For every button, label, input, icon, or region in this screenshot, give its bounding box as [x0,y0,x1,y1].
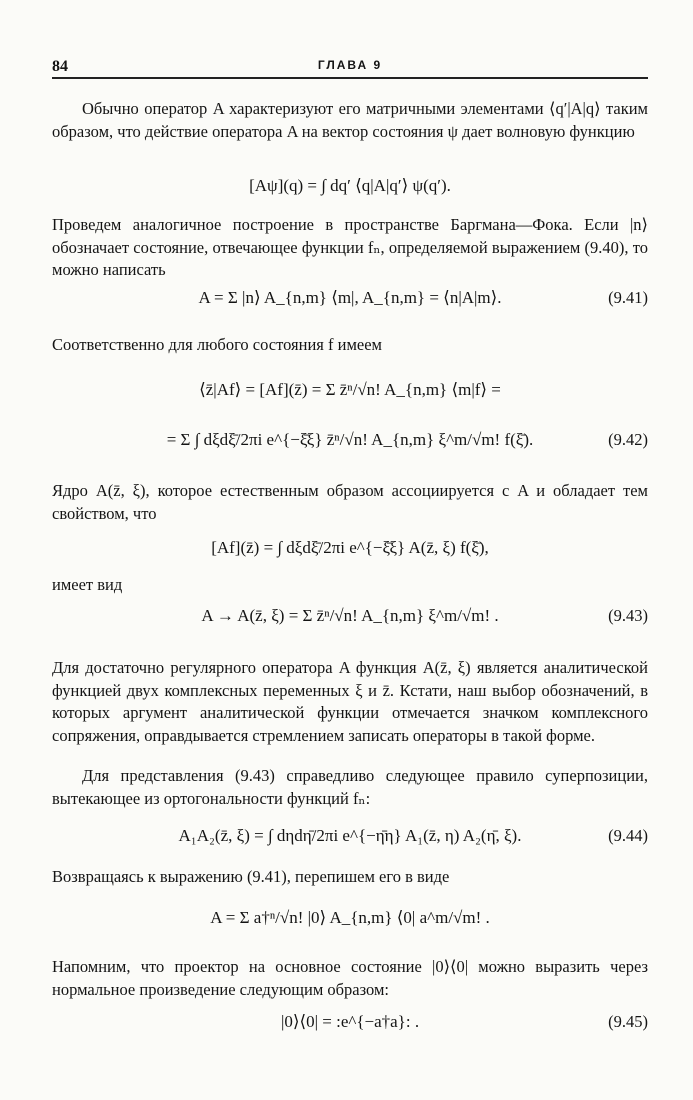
header-rule [52,77,648,79]
paragraph-1: Обычно оператор A характеризуют его матричными элементами ⟨q′|A|q⟩ таким образом, что действие оператора A на вектор состояния ψ дает волновую функцию [52,99,648,141]
equation-9-44-body: A₁A₂(z̄, ξ) = ∫ dηdη̄/2πi e^{−η̄η} A₁(z̄, η) A₂(η̄, ξ). [178,826,522,845]
equation-projector [52,894,648,944]
equation-9-42a [52,366,648,416]
equation-number: (9.41) [608,288,648,307]
equation-9-45 [52,1008,648,1042]
paragraph-5: имеет вид [52,575,123,594]
equation-kernel-body: [Af](z̄) = ∫ dξdξ̄/2πi e^{−ξ̄ξ} A(z̄, ξ) f(ξ̄), [211,538,489,557]
equation-projector-body: A = Σ a†ⁿ/√n! |0⟩ A_{n,m} ⟨0| a^m/√m! . [210,908,490,927]
equation-9-42a-body: ⟨z̄|Af⟩ = [Af](z̄) = Σ z̄ⁿ/√n! A_{n,m} ⟨m|f⟩ = [199,380,501,399]
paragraph-8: Возвращаясь к выражению (9.41), перепишем его в виде [52,867,450,886]
paragraph-4: Ядро A(z̄, ξ), которое естественным образом ассоциируется с A и обладает тем свойством, что [52,481,648,523]
equation-number: (9.43) [608,606,648,625]
equation-1 [52,172,648,202]
equation-9-43 [52,594,648,642]
page-number: 84 [52,58,68,75]
equation-1-body: [Aψ](q) = ∫ dq′ ⟨q|A|q′⟩ ψ(q′). [249,176,451,195]
equation-number: (9.44) [608,826,648,845]
equation-9-41 [52,282,648,322]
equation-number: (9.45) [608,1012,648,1031]
equation-9-43-body: A → A(z̄, ξ) = Σ z̄ⁿ/√n! A_{n,m} ξ^m/√m! . [201,606,499,625]
paragraph-2: Проведем аналогичное построение в пространстве Баргмана—Фока. Если |n⟩ обозначает состояние, отвечающее функции fₙ, определяемой выражением (9.40), то можно написать [52,215,648,279]
equation-number: (9.42) [608,430,648,449]
chapter-title: ГЛАВА 9 [317,58,383,72]
equation-9-45-body: |0⟩⟨0| = :e^{−a†a}: . [280,1012,420,1031]
equation-kernel [52,528,648,572]
equation-9-42b-body: = Σ ∫ dξdξ̄/2πi e^{−ξ̄ξ} z̄ⁿ/√n! A_{n,m} ξ^m/√m! f(ξ̄). [166,430,534,449]
equation-9-41-body: A = Σ |n⟩ A_{n,m} ⟨m|, A_{n,m} = ⟨n|A|m⟩. [198,288,502,307]
page-header [52,50,648,80]
equation-9-44 [52,812,648,860]
paragraph-7: Для представления (9.43) справедливо следующее правило суперпозиции, вытекающее из ортогональности функций fₙ: [52,766,648,808]
equation-9-42b [52,416,648,466]
paragraph-3: Соответственно для любого состояния f имеем [52,335,382,354]
paragraph-6: Для достаточно регулярного оператора A функция A(z̄, ξ) является аналитической функцией двух комплексных переменных ξ и z̄. Кстати, наш выбор обозначений, в которых аргумент аналитической функции отмечается значком комплексного сопряжения, оправдывается стремлением записать операторы в такой форме. [52,658,648,745]
paragraph-9: Напомним, что проектор на основное состояние |0⟩⟨0| можно выразить через нормальное произведение следующим образом: [52,957,648,999]
